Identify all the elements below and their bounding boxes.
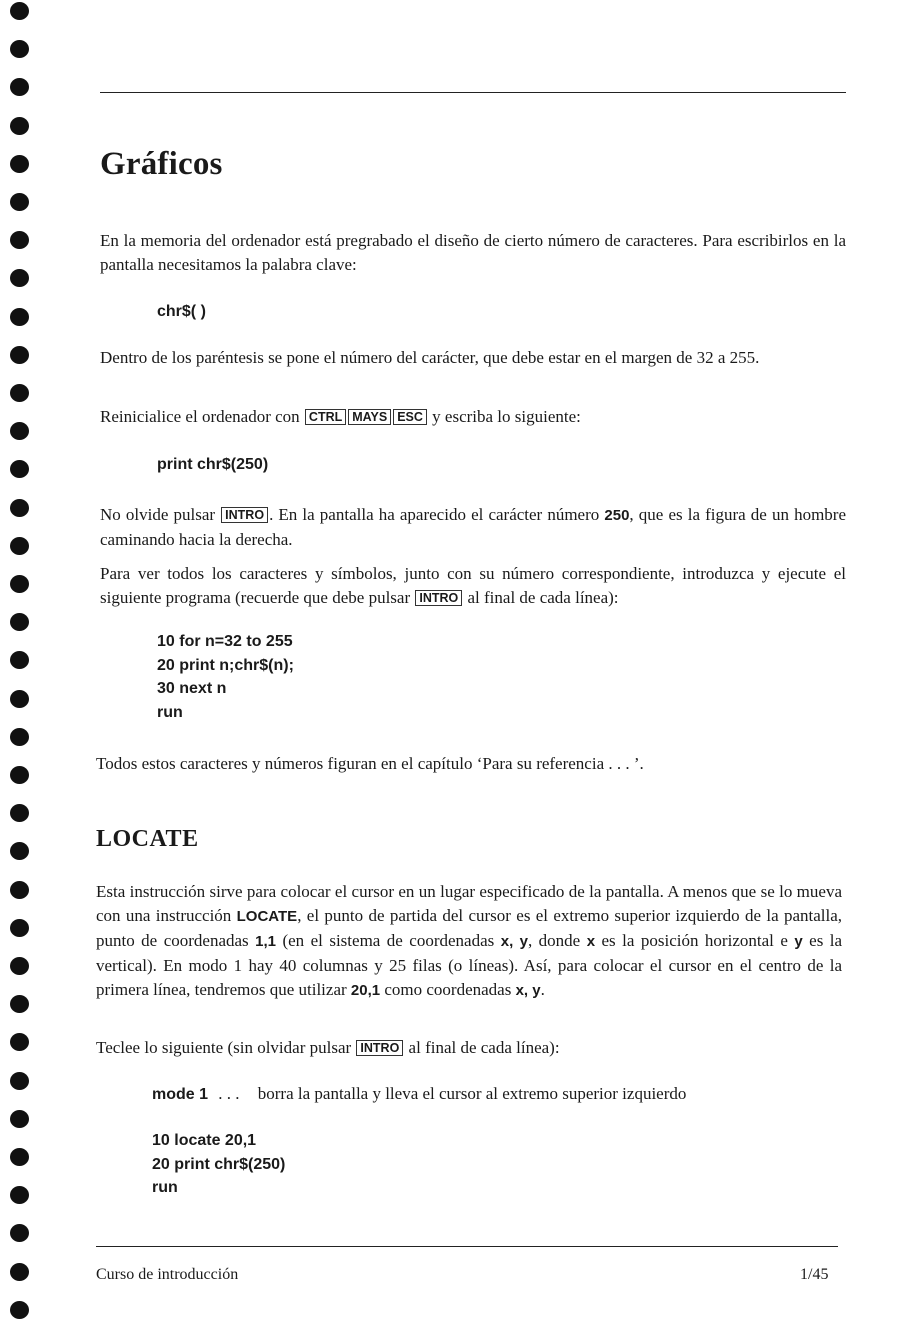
code-line: 10 for n=32 to 255 bbox=[157, 633, 293, 650]
page-number: 1/45 bbox=[800, 1266, 829, 1283]
text: es la vertical). En modo 1 hay 40 columnas y 25 filas (o líneas). Así, para colocar el cursor en el centro de la primera línea, tendremos que utilizar bbox=[96, 931, 843, 999]
binder-hole bbox=[10, 1224, 29, 1242]
text: al final de cada línea): bbox=[408, 1038, 560, 1057]
code-print bbox=[157, 453, 268, 477]
binder-hole bbox=[10, 422, 29, 440]
number-250: 250 bbox=[604, 507, 630, 524]
binder-hole bbox=[10, 384, 29, 402]
paragraph-reset bbox=[100, 405, 846, 429]
mode-line bbox=[152, 1084, 686, 1104]
code-line: 20 print chr$(250) bbox=[152, 1155, 286, 1173]
key-intro: INTRO bbox=[356, 1040, 403, 1056]
text: Teclee lo siguiente (sin olvidar pulsar bbox=[96, 1038, 352, 1057]
binder-hole bbox=[10, 957, 29, 975]
binder-hole bbox=[10, 919, 29, 937]
paragraph-locate bbox=[96, 880, 842, 1003]
coord: x, y bbox=[500, 933, 528, 950]
binder-hole bbox=[10, 499, 29, 517]
binder-hole bbox=[10, 804, 29, 822]
coord: x bbox=[586, 933, 596, 950]
binder-hole bbox=[10, 231, 29, 249]
binder-hole bbox=[10, 193, 29, 211]
key-ctrl: CTRL bbox=[305, 409, 346, 425]
mode-description: borra la pantalla y lleva el cursor al extremo superior izquierdo bbox=[257, 1084, 687, 1103]
coord: 20,1 bbox=[350, 982, 381, 999]
paragraph-range: Dentro de los paréntesis se pone el número del carácter, que debe estar en el margen de 32 a 255. bbox=[100, 348, 760, 367]
dots: . . . bbox=[218, 1084, 240, 1103]
binder-hole bbox=[10, 537, 29, 555]
key-intro: INTRO bbox=[415, 590, 462, 606]
text: , el punto de partida del cursor es el extremo superior izquierdo de la pantalla, punto de coordenadas bbox=[96, 906, 843, 950]
paragraph-type bbox=[96, 1036, 842, 1060]
paragraph-intro: En la memoria del ordenador está pregrabado el diseño de cierto número de caracteres. Para escribirlos en la pantalla necesitamos la palabra clave: bbox=[100, 231, 846, 274]
paragraph-reference: Todos estos caracteres y números figuran en el capítulo ‘Para su referencia . . . ’. bbox=[96, 754, 644, 773]
text: Para ver todos los caracteres y símbolos, junto con su número correspondiente, introduzca y ejecute el siguiente programa (recuerde que debe pulsar bbox=[100, 564, 846, 607]
key-esc: ESC bbox=[393, 409, 427, 425]
binder-hole bbox=[10, 881, 29, 899]
code-line: 30 next n bbox=[157, 680, 227, 697]
binder-hole bbox=[10, 1033, 29, 1051]
binder-hole bbox=[10, 995, 29, 1013]
text: , donde bbox=[527, 931, 581, 950]
text: No olvide pulsar bbox=[100, 505, 216, 524]
binder-hole bbox=[10, 1072, 29, 1090]
binder-hole bbox=[10, 690, 29, 708]
binder-hole bbox=[10, 766, 29, 784]
coord: y bbox=[794, 933, 803, 950]
binder-hole bbox=[10, 842, 29, 860]
text: . bbox=[540, 980, 545, 999]
footer-title: Curso de introducción bbox=[96, 1266, 239, 1283]
text: y escriba lo siguiente: bbox=[432, 407, 581, 426]
paragraph-program bbox=[100, 562, 846, 610]
binder-hole bbox=[10, 1301, 29, 1319]
binder-hole bbox=[10, 728, 29, 746]
code-line: run bbox=[157, 703, 183, 721]
code-line: run bbox=[152, 1179, 178, 1196]
code-line: chr$( ) bbox=[157, 303, 206, 320]
text: Reinicialice el ordenador con bbox=[100, 407, 300, 426]
binder-hole bbox=[10, 78, 29, 96]
program-listing-2 bbox=[152, 1129, 285, 1200]
bottom-rule bbox=[96, 1246, 838, 1247]
binder-hole bbox=[10, 460, 29, 478]
binder-holes bbox=[10, 0, 30, 1334]
binder-hole bbox=[10, 269, 29, 287]
paragraph-intro-key bbox=[100, 503, 846, 552]
binder-hole bbox=[10, 1148, 29, 1166]
section-heading: LOCATE bbox=[96, 826, 199, 852]
binder-hole bbox=[10, 308, 29, 326]
binder-hole bbox=[10, 155, 29, 173]
code-line: 20 print n;chr$(n); bbox=[157, 656, 294, 674]
binder-hole bbox=[10, 2, 29, 20]
code-line: print chr$(250) bbox=[157, 456, 269, 473]
binder-hole bbox=[10, 40, 29, 58]
text: como coordenadas bbox=[384, 980, 512, 999]
text: , que es la figura de un hombre caminando hacia la derecha. bbox=[100, 505, 847, 549]
text: Esta instrucción sirve para colocar el cursor en un lugar especificado de la pantalla. A menos que se lo mueva con una instrucción bbox=[96, 882, 842, 925]
binder-hole bbox=[10, 1110, 29, 1128]
keyword-locate: LOCATE bbox=[236, 908, 298, 925]
code-line: 10 locate 20,1 bbox=[152, 1132, 257, 1149]
binder-hole bbox=[10, 651, 29, 669]
text: al final de cada línea): bbox=[467, 588, 619, 607]
text: . En la pantalla ha aparecido el carácter número bbox=[269, 505, 600, 524]
key-mays: MAYS bbox=[348, 409, 391, 425]
coord: 1,1 bbox=[255, 933, 276, 950]
mode-command: mode 1 bbox=[152, 1086, 209, 1103]
text: es la posición horizontal e bbox=[601, 931, 788, 950]
text: (en el sistema de coordenadas bbox=[282, 931, 495, 950]
code-chr bbox=[157, 300, 206, 324]
top-rule bbox=[100, 92, 846, 93]
binder-hole bbox=[10, 1263, 29, 1281]
page-title: Gráficos bbox=[100, 146, 223, 182]
program-listing-1 bbox=[157, 630, 294, 724]
coord: x, y bbox=[515, 982, 541, 999]
binder-hole bbox=[10, 575, 29, 593]
binder-hole bbox=[10, 346, 29, 364]
key-intro: INTRO bbox=[221, 507, 268, 523]
binder-hole bbox=[10, 1186, 29, 1204]
binder-hole bbox=[10, 613, 29, 631]
binder-hole bbox=[10, 117, 29, 135]
